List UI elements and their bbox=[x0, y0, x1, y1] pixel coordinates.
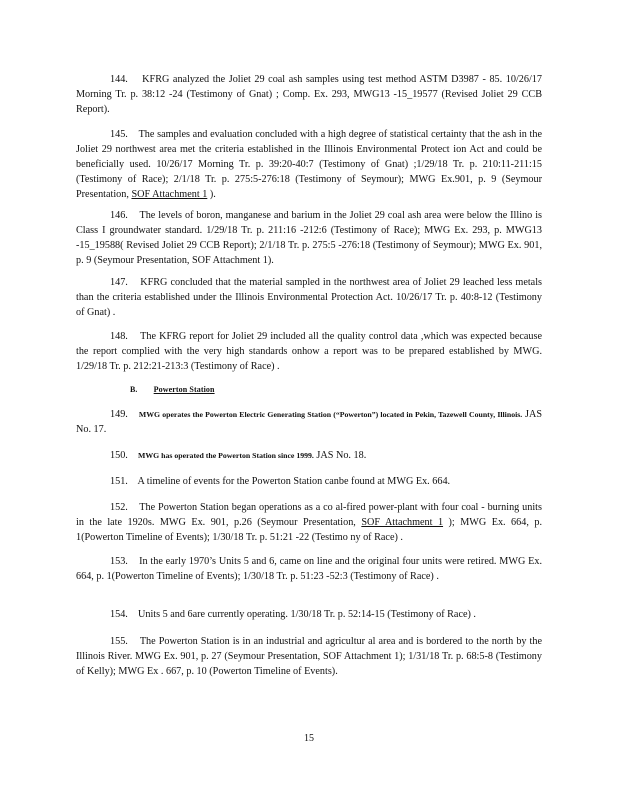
paragraph-text: The Powerton Station is in an industrial and agricultur al area and is bordered to the north by the Illinois River. MWG Ex. 901, p. 27 (Seymour Presentation, SOF Attachment 1); 1/31/18 Tr. p. 68:5-8 (Testimony of Kelly); MWG Ex . 667, p. 10 (Powerton Timeline of Events). bbox=[76, 636, 542, 677]
paragraph-153 bbox=[76, 554, 542, 584]
paragraph-text: The samples and evaluation concluded with a high degree of statistical certainty that the ash in the Joliet 29 northwest area met the criteria established in the Illinois Environmental Protect ion Act and could be beneficially used. 10/26/17 Morning Tr. p. 39:20-40:7 (Testimony of Gnat) ;1/29/18 Tr. p. 210:11-211:15 (Testimony of Race); 2/1/18 Tr. p. 275:5-276:18 (Testimony of Seymour); MWG Ex.901, p. 9 (Seymour Presentation, bbox=[76, 129, 543, 200]
paragraph-151 bbox=[76, 474, 542, 489]
paragraph-number: 153. bbox=[110, 556, 128, 567]
paragraph-number: 151. bbox=[110, 476, 128, 487]
paragraph-text: Units 5 and 6are currently operating. 1/30/18 Tr. p. 52:14-15 (Testimony of Race) . bbox=[138, 609, 476, 620]
paragraph-text-end: ); MWG Ex. 664, p. 1(Powerton Timeline of Events); 1/30/18 Tr. p. 51:21 -22 (Testimo ny of Race) . bbox=[76, 517, 542, 543]
section-heading bbox=[130, 385, 239, 394]
paragraph-150 bbox=[76, 448, 542, 463]
paragraph-149 bbox=[76, 407, 542, 437]
paragraph-text: KFRG concluded that the material sampled in the northwest area of Joliet 29 leached less metals than the criteria established under the Illinois Environmental Protection Act. 10/26/17 Tr. p. 40:8-12 (Testimony of Gnat) . bbox=[76, 277, 542, 318]
paragraph-text-end: ). bbox=[207, 189, 216, 200]
paragraph-number: 146. bbox=[110, 210, 128, 221]
paragraph-number: 150. bbox=[110, 450, 128, 461]
paragraph-text-small: MWG has operated the Powerton Station since 1999. bbox=[138, 451, 314, 460]
paragraph-number: 152. bbox=[110, 502, 128, 513]
paragraph-145 bbox=[76, 127, 542, 202]
section-title: Powerton Station bbox=[153, 385, 215, 394]
paragraph-text: The KFRG report for Joliet 29 included all the quality control data ,which was expected because the report complied with the very high standards onhow a report was to be prepared established by MWG. 1/29/18 Tr. p. 212:21-213:3 (Testimony of Race) . bbox=[76, 331, 542, 372]
paragraph-148 bbox=[76, 329, 542, 374]
paragraph-text: KFRG analyzed the Joliet 29 coal ash samples using test method ASTM D3987 - 85. 10/26/17 Morning Tr. p. 38:12 -24 (Testimony of Gnat) ; Comp. Ex. 293, MWG13 -15_19577 (Revised Joliet 29 CCB Report). bbox=[76, 74, 542, 115]
paragraph-number: 154. bbox=[110, 609, 128, 620]
paragraph-text: In the early 1970’s Units 5 and 6, came on line and the original four units were retired. MWG Ex. 664, p. 1(Powerton Timeline of Events); 1/30/18 Tr. p. 51:23 -52:3 (Testimony of Race) . bbox=[76, 556, 543, 582]
paragraph-155 bbox=[76, 634, 542, 679]
paragraph-text-small: MWG operates the Powerton Electric Generating Station (“Powerton”) located in Pekin, Tazewell County, Illinois. bbox=[138, 410, 523, 419]
paragraph-147 bbox=[76, 275, 542, 320]
paragraph-text: The levels of boron, manganese and barium in the Joliet 29 coal ash area were below the Illino is Class I groundwater standard. 1/29/18 Tr. p. 211:16 -212:6 (Testimony of Race); MWG Ex. 293, p. MWG13 -15_19588( Revised Joliet 29 CCB Report); 2/1/18 Tr. p. 275:5 -276:18 (Testimony of Seymour); MWG Ex. 901, p. 9 (Seymour Presentation, SOF Attachment 1). bbox=[76, 210, 542, 266]
paragraph-146 bbox=[76, 208, 542, 268]
paragraph-number: 147. bbox=[110, 277, 128, 288]
paragraph-number: 155. bbox=[110, 636, 128, 647]
paragraph-number: 144. bbox=[110, 74, 128, 85]
paragraph-text: JAS No. 17. bbox=[76, 409, 542, 435]
paragraph-144 bbox=[76, 72, 542, 117]
paragraph-text: A timeline of events for the Powerton Station canbe found at MWG Ex. 664. bbox=[137, 476, 451, 487]
paragraph-text: JAS No. 18. bbox=[313, 450, 367, 461]
paragraph-152 bbox=[76, 500, 542, 545]
page-number: 15 bbox=[304, 733, 314, 744]
paragraph-number: 145. bbox=[110, 129, 128, 140]
attachment-reference: SOF Attachment 1 bbox=[361, 517, 444, 528]
paragraph-154 bbox=[76, 607, 542, 622]
attachment-reference: SOF Attachment 1 bbox=[131, 189, 208, 200]
paragraph-text: The Powerton Station began operations as a co al-fired power-plant with four coal - burning units in the late 1920s. MWG Ex. 901, p.26 (Seymour Presentation, bbox=[76, 502, 542, 528]
paragraph-number: 149. bbox=[110, 409, 128, 420]
paragraph-number: 148. bbox=[110, 331, 128, 342]
section-letter: B. bbox=[130, 385, 138, 394]
